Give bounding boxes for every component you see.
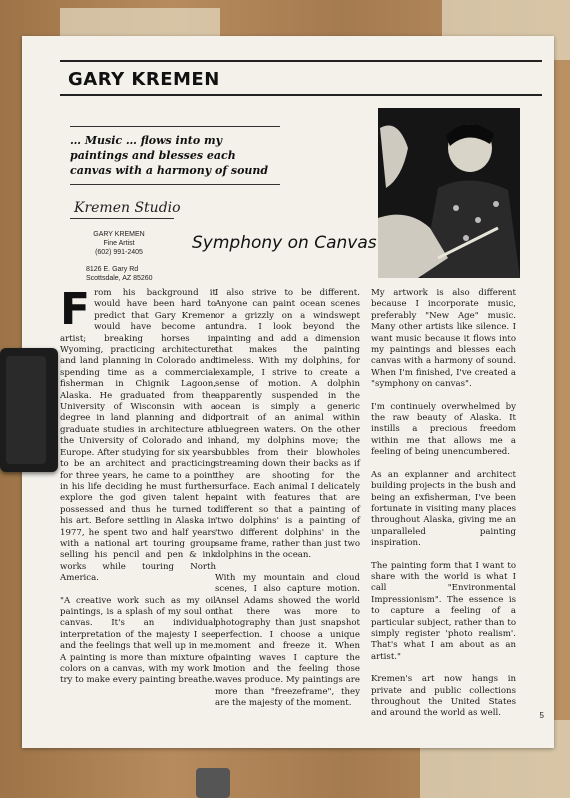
headline: Symphony on Canvas xyxy=(192,233,377,253)
top-rule xyxy=(60,60,542,62)
studio-signature: Kremen Studio xyxy=(74,200,181,216)
pull-quote-text: … Music … flows into my paintings and blesses each canvas with a harmony of sound xyxy=(70,134,269,177)
pull-quote xyxy=(70,126,280,185)
column-2: I also strive to be different. Anyone can paint ocean scenes or a grizzly on a windswept tundra. I look beyond the painting and add a dimension that makes the painting timeless. With my dolphins, for example, I strive to create a sense of motion. A dolphin apparently suspended in the ocean is simply a generic portrait of an animal within bluegreen waters. On the other hand, my dolphins move; the bubbles from their blowholes streaming down their backs as if they are shooting for the surface. Each animal I delicately paint with features that are different so that a painting of 'two dolphins' is a painting of 'two different dolphins' in the same frame, rather than just two dolphins in the ocean. With my mountain and cloud scenes, I also capture motion. Ansel Adams showed the world that there was more to photography than just snapshot perfection. I choose a unique moment and freeze it. When painting waves I capture the motion and the feeling those waves produce. My paintings are more than "freezeframe", they are the majesty of the moment. xyxy=(215,288,360,709)
name-rule xyxy=(60,94,542,96)
artist-portrait-image xyxy=(378,108,520,278)
artist-name: GARY KREMEN xyxy=(68,69,220,90)
artist-photo xyxy=(378,108,520,278)
page-number: 5 xyxy=(539,711,544,720)
column-1: From his background it would have been hard to predict that Gary Kremen would have become an artist; breaking horses in Wyoming, practicing architecture and land planning in Colorado and spending time as a commercial fisherman in Chignik Lagoon, Alaska. He graduated from the University of Wisconsin with a degree in land planning and did graduate studies in architecture at the University of Colorado and in Europe. After studying for six years to be an architect and practicing for three years, he came to a point in his life deciding he must further explore the god given talent he possessed and thus he turned to his art. Before settling in Alaska in 1977, he spent two and half years with a national art touring group selling his pencil and pen & ink works while touring North America. "A creative work such as my oil paintings, is a splash of my soul on canvas. It's an individual interpretation of the majesty I see and the feelings that well up in me. A painting is more than mixture of colors on a canvas, with my work I try to make every painting breathe. xyxy=(60,284,216,686)
contact-block: GARY KREMEN Fine Artist (602) 991-2405 xyxy=(93,231,145,256)
magazine-page xyxy=(22,36,554,748)
wall-hook xyxy=(196,768,230,798)
drop-cap: F xyxy=(60,284,91,335)
address-block: 8126 E. Gary Rd Scottsdale, AZ 85260 xyxy=(86,266,153,282)
column-3: My artwork is also different because I incorporate music, preferably "New Age" music. Many other artists like silence. I want music because it flows into my paintings and blesses each canvas with a harmony of sound. When I'm finished, I've created a "symphony on canvas". I'm continuely overwhelmed by the raw beauty of Alaska. It instills a precious freedom within me that allows me a feeling of being unencumbered. As an explanner and architect building projects in the bush and being an exfisherman, I've been fortunate in visiting many places throughout Alaska, giving me an unparalleled painting inspiration. The painting form that I want to share with the world is what I call "Environmental Impressionism". The essence is to capture a feeling of a particular subject, rather than to simply register 'photo realism'. That's what I am about as an artist." Kremen's art now hangs in private and public collections throughout the United States and around the world as well. xyxy=(371,288,516,719)
binder-clip xyxy=(0,348,58,472)
